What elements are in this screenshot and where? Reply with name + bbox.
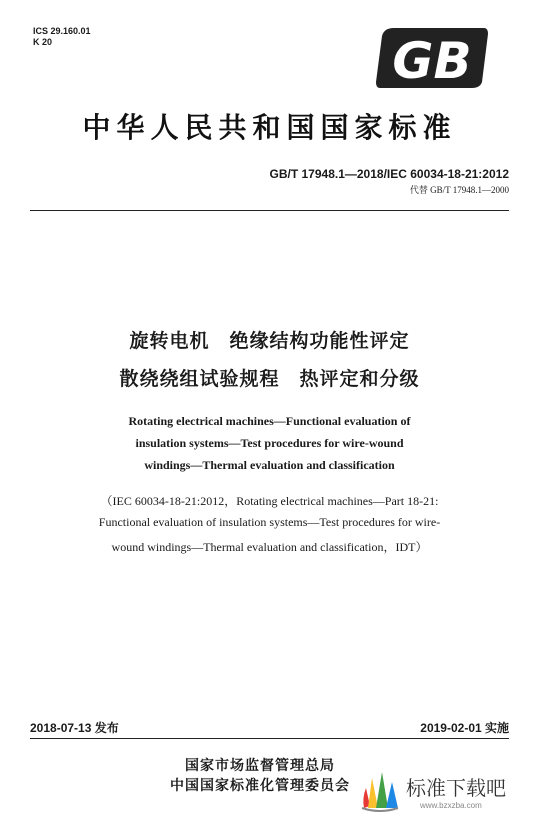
footer-rule — [30, 738, 509, 739]
header-rule — [30, 210, 509, 211]
gb-logo — [372, 22, 492, 96]
standard-code: GB/T 17948.1—2018/IEC 60034-18-21:2012 — [269, 167, 509, 181]
en-title-line-1: Rotating electrical machines—Functional evaluation of — [128, 414, 411, 428]
watermark — [360, 760, 535, 818]
publish-date: 2018-07-13 发布 — [30, 721, 119, 735]
watermark-name: 标准下载吧 — [406, 776, 506, 800]
cn-title-line-1: 旋转电机 绝缘结构功能性评定 — [129, 330, 410, 352]
ics-block — [33, 26, 91, 48]
iec-ref-line-1: （IEC 60034-18-21:2012，Rotating electrical machines—Part 18-21: — [100, 494, 439, 508]
gb-logo-text: GB — [392, 32, 472, 90]
iec-ref-line-2: Functional evaluation of insulation systems—Test procedures for wire- — [98, 515, 441, 529]
cn-title-line-2: 散绕绕组试验规程 热评定和分级 — [119, 368, 420, 390]
implement-date: 2019-02-01 实施 — [420, 721, 509, 735]
ics-code: ICS 29.160.01 — [33, 26, 91, 36]
issuer-2: 中国国家标准化管理委员会 — [170, 778, 350, 794]
replaces-note: 代替 GB/T 17948.1—2000 — [409, 185, 509, 195]
iec-ref-line-3: wound windings—Thermal evaluation and classification，IDT） — [111, 540, 428, 554]
issuer-1: 国家市场监督管理总局 — [185, 758, 335, 774]
classification-code: K 20 — [33, 37, 53, 47]
en-title-line-2: insulation systems—Test procedures for wire-wound — [135, 436, 404, 450]
watermark-url: www.bzxzba.com — [420, 801, 482, 810]
en-title-line-3: windings—Thermal evaluation and classification — [144, 458, 395, 472]
national-standard-title: 中华人民共和国国家标准 — [82, 111, 457, 144]
bar-chart-logo-icon — [360, 768, 400, 812]
